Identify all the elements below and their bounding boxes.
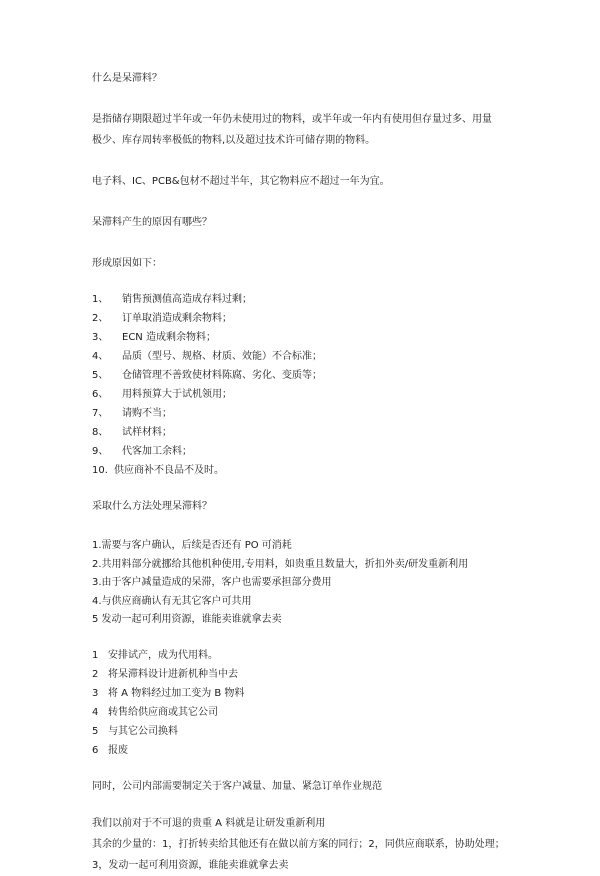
list-item-text: ECN 造成剩余物料； (122, 332, 216, 343)
list-item-number: 5 (92, 725, 99, 737)
list-item (92, 574, 532, 593)
list-item-text: 品质（型号、规格、材质、效能）不合标准； (122, 351, 322, 362)
list-item (92, 461, 532, 480)
list-item-number: 6、 (92, 389, 109, 400)
list-item-number: 2 (92, 668, 99, 680)
list-item-text: 将呆滞料设计进新机种当中去 (108, 668, 238, 680)
list-item-text: 将 A 物料经过加工变为 B 物料 (108, 687, 245, 699)
list-item-number: 3、 (92, 332, 109, 343)
list-item (92, 665, 532, 684)
list-item-number: 9、 (92, 446, 109, 457)
storage-limit-note: 电子料、IC、PCB&包材不超过半年，其它物料应不超过一年为宜。 (92, 176, 390, 187)
list-item (92, 290, 532, 309)
closing-line-3: 3，发动一起可利用资源，谁能卖谁就拿去卖 (92, 859, 289, 871)
list-item-text: 安排试产，成为代用料。 (108, 649, 218, 661)
list-item-number: 4、 (92, 351, 109, 362)
list-item-text: 4.与供应商确认有无其它客户可共用 (92, 595, 252, 607)
list-item-number: 1、 (92, 294, 109, 305)
list-item-number: 3 (92, 687, 99, 699)
list-item-text: 订单取消造成剩余物料； (122, 313, 232, 324)
list-item (92, 722, 532, 741)
list-item-text: 报废 (108, 744, 128, 756)
question-heading-methods: 采取什么方法处理呆滞料？ (92, 501, 212, 512)
list-item (92, 385, 532, 404)
list-item-number: 8、 (92, 427, 109, 438)
list-item-text: 用料预算大于试机领用； (122, 389, 232, 400)
list-item-text: 仓储管理不善致使材料陈腐、劣化、变质等； (122, 370, 322, 381)
actions-list (92, 646, 532, 760)
list-item (92, 703, 532, 722)
list-item-number: 7、 (92, 408, 109, 419)
causes-list (92, 290, 532, 480)
list-item (92, 423, 532, 442)
list-item (92, 684, 532, 703)
company-policy-note: 同时，公司内部需要制定关于客户减量、加量、紧急订单作业规范 (92, 780, 382, 792)
list-item-number: 1 (92, 649, 99, 661)
list-item (92, 442, 532, 461)
closing-line-2: 其余的少量的：1，打折转卖给其他还有在做以前方案的同行；2，同供应商联系，协助处理； (92, 838, 505, 850)
list-item (92, 741, 532, 760)
list-item-text: 1.需要与客户确认，后续是否还有 PO 可消耗 (92, 540, 292, 551)
list-item-number: 6 (92, 744, 99, 756)
list-item-text: 3.由于客户减量造成的呆滞，客户也需要承担部分费用 (92, 577, 332, 588)
definition-paragraph-line-2: 极少、库存周转率极低的物料,以及超过技术许可储存期的物料。 (92, 135, 376, 146)
list-item-text: 销售预测值高造成存料过剩； (122, 294, 252, 305)
list-item (92, 347, 532, 366)
list-item (92, 328, 532, 347)
list-item (92, 537, 532, 556)
list-item (92, 646, 532, 665)
list-item (92, 366, 532, 385)
list-item-text: 转售给供应商或其它公司 (108, 706, 218, 718)
list-item-text: 试样材料； (122, 427, 172, 438)
list-item-text: 供应商补不良品不及时。 (114, 465, 224, 476)
list-item-text: 代客加工余料； (122, 446, 192, 457)
list-item-text: 请购不当； (122, 408, 172, 419)
list-item (92, 404, 532, 423)
question-heading-definition: 什么是呆滞料？ (92, 73, 162, 84)
list-item-number: 4 (92, 706, 99, 718)
list-item-text: 5 发动一起可利用资源，谁能卖谁就拿去卖 (92, 614, 282, 625)
list-item (92, 611, 532, 630)
closing-line-1: 我们以前对于不可退的贵重 A 料就是让研发重新利用 (92, 817, 326, 829)
causes-intro: 形成原因如下： (92, 258, 162, 269)
list-item (92, 593, 532, 612)
list-item-text: 与其它公司换料 (108, 725, 178, 737)
document-body (92, 68, 532, 876)
list-item (92, 556, 532, 575)
list-item (92, 309, 532, 328)
list-item-number: 10. (92, 465, 108, 476)
list-item-number: 2、 (92, 313, 109, 324)
list-item-number: 5、 (92, 370, 109, 381)
methods-list (92, 537, 532, 630)
list-item-text: 2.共用料部分就挪给其他机种使用,专用料，如贵重且数量大，折扣外卖/研发重新利用 (92, 558, 469, 570)
question-heading-causes: 呆滞料产生的原因有哪些？ (92, 217, 212, 228)
definition-paragraph-line-1: 是指储存期限超过半年或一年仍未使用过的物料，或半年或一年内有使用但存量过多、用量 (92, 114, 492, 125)
